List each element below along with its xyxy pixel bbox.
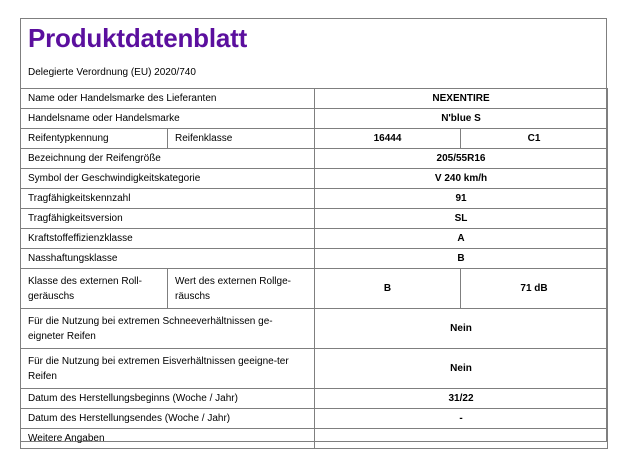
noise-class-label: Klasse des externen Roll-geräuschs [21,269,168,309]
tyre-type-value: 16444 [315,129,461,149]
table-row-trade-name [21,109,608,129]
table-row-ice [21,349,608,389]
table-row-load-index [21,189,608,209]
supplier-value: NEXENTIRE [315,89,608,109]
table-row-production-end [21,409,608,429]
fuel-efficiency-value: A [315,229,608,249]
table-row-production-start [21,389,608,409]
ice-label: Für die Nutzung bei extremen Eisverhältnissen geeigne-ter Reifen [21,349,315,389]
tyre-type-label: Reifentypkennung [21,129,168,149]
table-row-fuel-efficiency [21,229,608,249]
size-value: 205/55R16 [315,149,608,169]
speed-value: V 240 km/h [315,169,608,189]
table-row-noise [21,269,608,309]
production-end-value: - [315,409,608,429]
table-row-speed [21,169,608,189]
snow-label: Für die Nutzung bei extremen Schneeverhältnissen ge-eigneter Reifen [21,309,315,349]
table-row-tyre-type [21,129,608,149]
production-start-label: Datum des Herstellungsbeginns (Woche / Jahr) [21,389,315,409]
table-row-additional-info [21,429,608,449]
noise-value-label: Wert des externen Rollge-räuschs [168,269,315,309]
load-index-value: 91 [315,189,608,209]
table-row-supplier [21,89,608,109]
additional-info-value [315,429,608,449]
table-row-wet-grip [21,249,608,269]
load-index-label: Tragfähigkeitskennzahl [21,189,315,209]
load-version-label: Tragfähigkeitsversion [21,209,315,229]
trade-name-value: N'blue S [315,109,608,129]
table-row-load-version [21,209,608,229]
product-data-sheet [20,18,607,442]
noise-class-value: B [315,269,461,309]
wet-grip-value: B [315,249,608,269]
fuel-efficiency-label: Kraftstoffeffizienzklasse [21,229,315,249]
supplier-label: Name oder Handelsmarke des Lieferanten [21,89,315,109]
table-row-snow [21,309,608,349]
tyre-class-value: C1 [461,129,608,149]
noise-db-value: 71 dB [461,269,608,309]
production-end-label: Datum des Herstellungsendes (Woche / Jahr) [21,409,315,429]
speed-label: Symbol der Geschwindigkeitskategorie [21,169,315,189]
additional-info-label: Weitere Angaben [21,429,315,449]
trade-name-label: Handelsname oder Handelsmarke [21,109,315,129]
size-label: Bezeichnung der Reifengröße [21,149,315,169]
production-start-value: 31/22 [315,389,608,409]
table-row-size [21,149,608,169]
snow-value: Nein [315,309,608,349]
ice-value: Nein [315,349,608,389]
tyre-class-label: Reifenklasse [168,129,315,149]
product-data-table [20,88,608,449]
wet-grip-label: Nasshaftungsklasse [21,249,315,269]
page-title: Produktdatenblatt [28,23,248,53]
regulation-reference: Delegierte Verordnung (EU) 2020/740 [28,67,196,78]
load-version-value: SL [315,209,608,229]
